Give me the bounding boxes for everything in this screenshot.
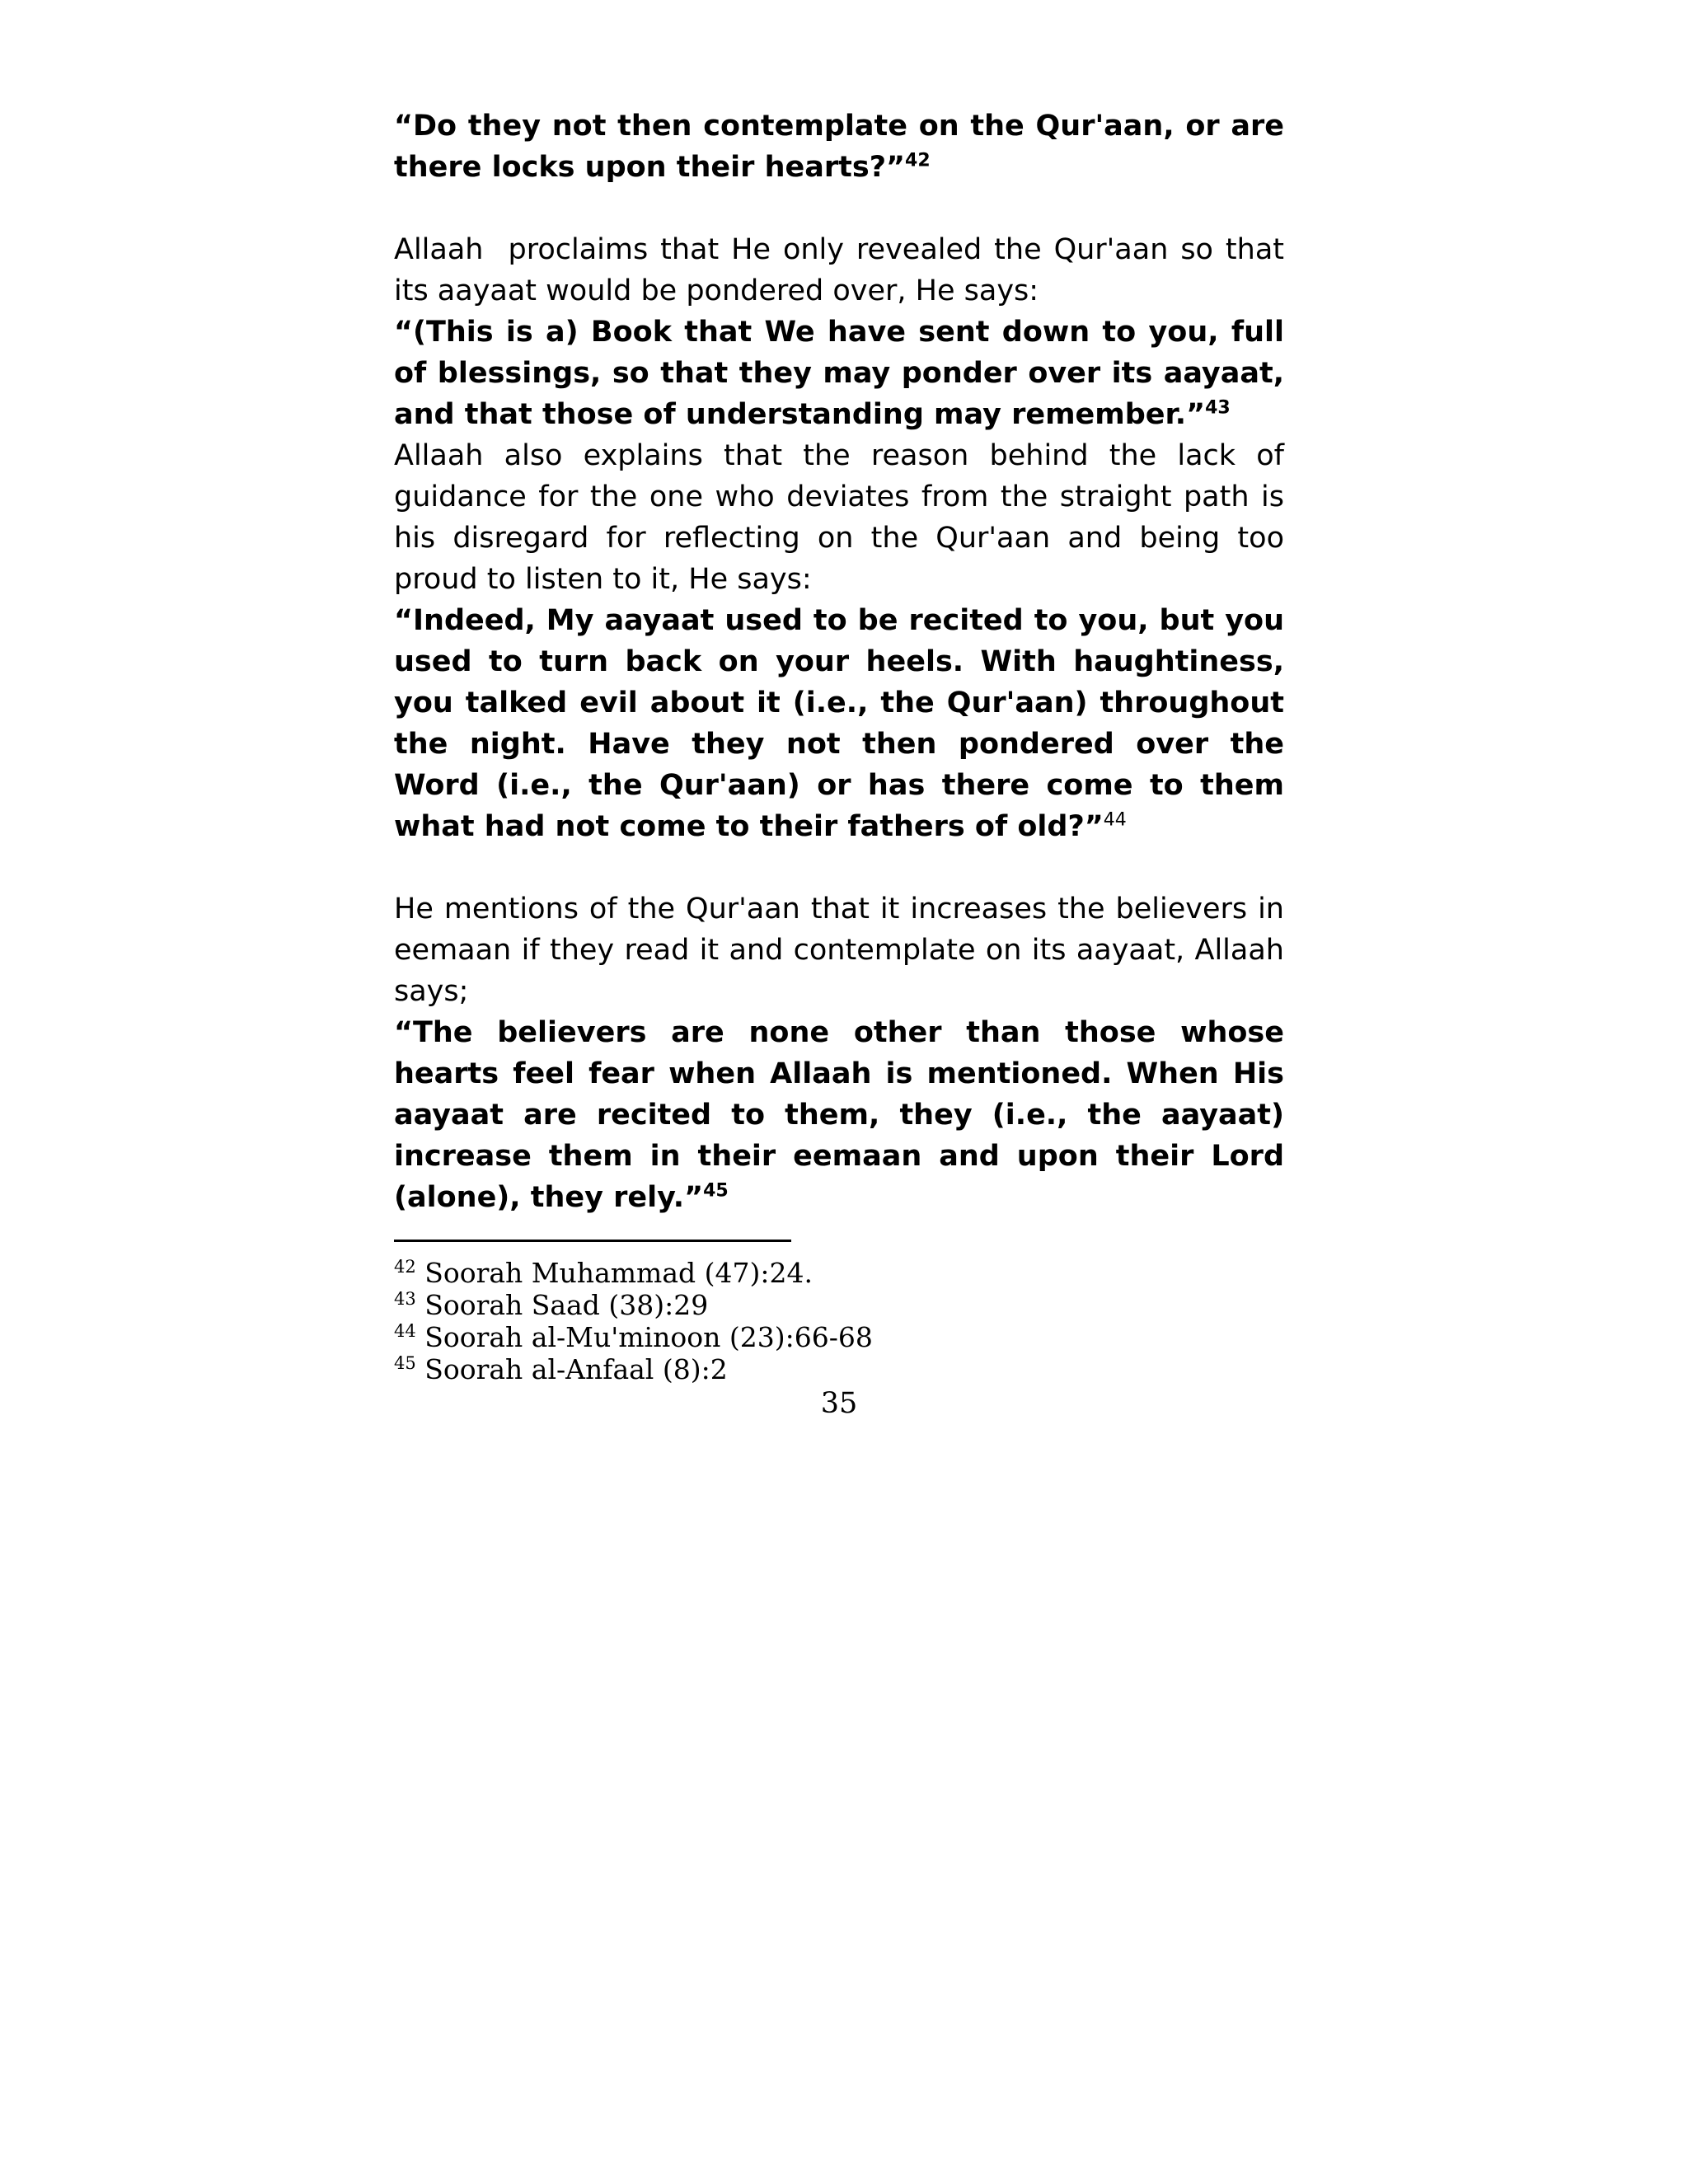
footnote-number: 42 (394, 1257, 416, 1277)
footnote-number: 44 (394, 1321, 416, 1341)
page-content (394, 105, 1284, 1422)
footnote-item (394, 1257, 1284, 1289)
quote-paragraph (394, 312, 1284, 435)
paragraph-gap (394, 847, 1284, 888)
quote-text: “Indeed, My aayaat used to be recited to you, but you used to turn back on your heels. With haughtiness, you talked evil about it (i.e., the Qur'aan) throughout the night. Have they not then pondered over the Word (i.e., the Qur'aan) or has there come to them what had not come to their fathers of old?” (394, 604, 1284, 843)
quote-text: “(This is a) Book that We have sent down to you, full of blessings, so that they may ponder over its aayaat, and that those of understanding may remember.” (394, 316, 1284, 431)
footnote-number: 45 (394, 1353, 416, 1373)
footnotes (394, 1257, 1284, 1385)
paragraph-gap (394, 188, 1284, 229)
body-paragraph (394, 435, 1284, 600)
body-paragraph (394, 229, 1284, 312)
quote-paragraph (394, 105, 1284, 188)
page-number: 35 (820, 1387, 858, 1420)
footnote-text: Soorah al-Mu'minoon (23):66-68 (424, 1321, 873, 1353)
body-text-lead: Allaah (394, 233, 484, 266)
footnote-number: 43 (394, 1289, 416, 1309)
body-text: proclaims that He only revealed the Qur'aan so that its aayaat would be pondered over, He says: (394, 233, 1284, 307)
body-text: He mentions of the Qur'aan that it increases the believers in eemaan if they read it and contemplate on its aayaat, Allaah says; (394, 893, 1284, 1008)
footnote-item (394, 1353, 1284, 1385)
footnote-ref[interactable]: 43 (1205, 397, 1231, 419)
footnote-text: Soorah Saad (38):29 (424, 1289, 709, 1321)
quote-text: “Do they not then contemplate on the Qur'aan, or are there locks upon their hearts?” (394, 110, 1284, 184)
body-text: Allaah also explains that the reason behind the lack of guidance for the one who deviates from the straight path is his disregard for reflecting on the Qur'aan and being too proud to listen to it, He says: (394, 439, 1284, 596)
footnote-ref[interactable]: 42 (905, 150, 931, 171)
quote-paragraph (394, 600, 1284, 847)
footnote-text: Soorah al-Anfaal (8):2 (424, 1353, 728, 1385)
footnote-item (394, 1321, 1284, 1353)
body-paragraph (394, 888, 1284, 1012)
quote-text: “The believers are none other than those whose hearts feel fear when Allaah is mentioned. When His aayaat are recited to them, they (i.e., the aayaat) increase them in their eemaan and upon their Lord (alone), they rely.” (394, 1016, 1284, 1214)
footnote-item (394, 1289, 1284, 1321)
footnote-text: Soorah Muhammad (47):24. (424, 1257, 813, 1289)
footnote-divider (394, 1240, 791, 1242)
footnote-ref[interactable]: 45 (703, 1180, 729, 1202)
quote-paragraph (394, 1012, 1284, 1218)
footnote-ref[interactable]: 44 (1103, 809, 1127, 831)
